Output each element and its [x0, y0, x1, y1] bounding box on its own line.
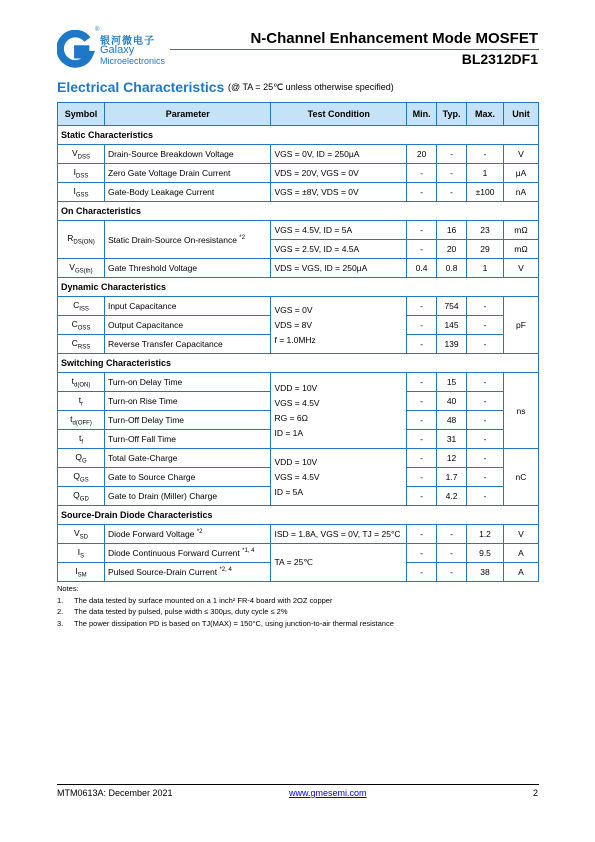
symbol-cell: $I_{DSS}$	[58, 164, 105, 183]
note-item: 3. The power dissipation PD is based on TJ(MAX) = 150°C, using junction-to-air thermal resistance	[57, 618, 394, 628]
website-link[interactable]: www.gmesemi.com	[289, 788, 367, 798]
max-cell: 1	[467, 259, 504, 278]
table-row	[58, 145, 539, 164]
max-cell: -	[467, 335, 504, 354]
symbol-cell: $V_{GS(th)}$	[58, 259, 105, 278]
part-number: BL2312DF1	[461, 51, 538, 67]
parameter-cell: Drain-Source Breakdown Voltage	[104, 145, 271, 164]
table-row	[58, 221, 539, 240]
parameter-cell: Reverse Transfer Capacitance	[104, 335, 271, 354]
parameter-cell: Diode Continuous Forward Current $^{*1, 4}$	[104, 544, 271, 563]
unit-cell: mΩ	[503, 240, 538, 259]
min-cell: -	[407, 297, 437, 316]
min-cell: -	[407, 183, 437, 202]
typ-cell: 145	[437, 316, 467, 335]
note-item: 1. The data tested by surface mounted on a 1 inch² FR-4 board with 2OZ copper	[57, 595, 333, 605]
min-cell: -	[407, 373, 437, 392]
document-code: MTM0613A: December 2021	[57, 788, 173, 798]
parameter-cell: Turn-on Delay Time	[104, 373, 271, 392]
unit-cell: V	[503, 259, 538, 278]
unit-cell: μA	[503, 164, 538, 183]
typ-cell: 139	[437, 335, 467, 354]
typ-cell: -	[437, 525, 467, 544]
min-cell: -	[407, 468, 437, 487]
notes-block	[57, 583, 394, 629]
unit-cell: nC	[503, 449, 538, 506]
table-row	[58, 525, 539, 544]
min-cell: -	[407, 164, 437, 183]
table-row	[58, 373, 539, 392]
parameter-cell: Pulsed Source-Drain Current $^{*2, 4}$	[104, 563, 271, 582]
max-cell: -	[467, 430, 504, 449]
max-cell: 1	[467, 164, 504, 183]
min-cell: -	[407, 316, 437, 335]
condition-cell: VDD = 10V VGS = 4.5V RG = 6Ω ID = 1A	[271, 373, 407, 449]
max-cell: 29	[467, 240, 504, 259]
condition-cell: VDS = 20V, VGS = 0V	[271, 164, 407, 183]
max-cell: -	[467, 468, 504, 487]
header-min: Min.	[407, 103, 437, 126]
symbol-cell: $Q_{GD}$	[58, 487, 105, 506]
notes-title: Notes:	[57, 584, 79, 593]
table-row	[58, 183, 539, 202]
typ-cell: 4.2	[437, 487, 467, 506]
document-title: N-Channel Enhancement Mode MOSFET	[250, 30, 538, 47]
max-cell: 1.2	[467, 525, 504, 544]
max-cell: -	[467, 411, 504, 430]
logo-brand-name: Galaxy	[100, 44, 135, 56]
logo-brand-subtitle: Microelectronics	[100, 56, 166, 66]
max-cell: -	[467, 316, 504, 335]
symbol-cell: $t_f$	[58, 430, 105, 449]
section-title: Electrical Characteristics	[57, 79, 225, 95]
max-cell: -	[467, 145, 504, 164]
electrical-characteristics-table	[57, 102, 539, 582]
symbol-cell: $V_{DSS}$	[58, 145, 105, 164]
group-switching: Switching Characteristics	[58, 354, 539, 373]
min-cell: -	[407, 240, 437, 259]
max-cell: ±100	[467, 183, 504, 202]
max-cell: -	[467, 392, 504, 411]
logo-chinese-name: 银河微电子	[100, 36, 155, 47]
max-cell: -	[467, 449, 504, 468]
note-item: 2. The data tested by pulsed, pulse width ≤ 300μs, duty cycle ≤ 2%	[57, 607, 288, 616]
header-test-condition: Test Condition	[271, 103, 407, 126]
group-dynamic: Dynamic Characteristics	[58, 278, 539, 297]
typ-cell: 754	[437, 297, 467, 316]
header-unit: Unit	[503, 103, 538, 126]
condition-cell: VGS = 2.5V, ID = 4.5A	[271, 240, 407, 259]
footer-divider	[57, 784, 539, 785]
max-cell: -	[467, 373, 504, 392]
parameter-cell: Gate to Drain (Miller) Charge	[104, 487, 271, 506]
condition-cell: VGS = 0V VDS = 8V f = 1.0MHz	[271, 297, 407, 354]
min-cell: 0.4	[407, 259, 437, 278]
parameter-cell: Input Capacitance	[104, 297, 271, 316]
min-cell: -	[407, 392, 437, 411]
parameter-cell: Gate-Body Leakage Current	[104, 183, 271, 202]
parameter-cell: Turn-Off Delay Time	[104, 411, 271, 430]
min-cell: -	[407, 221, 437, 240]
symbol-cell: $t_r$	[58, 392, 105, 411]
max-cell: -	[467, 297, 504, 316]
typ-cell: 48	[437, 411, 467, 430]
symbol-cell: $V_{SD}$	[58, 525, 105, 544]
unit-cell: A	[503, 563, 538, 582]
max-cell: 38	[467, 563, 504, 582]
condition-cell: VGS = 0V, ID = 250μA	[271, 145, 407, 164]
table-row	[58, 544, 539, 563]
header-max: Max.	[467, 103, 504, 126]
parameter-cell: Output Capacitance	[104, 316, 271, 335]
symbol-cell: $Q_{GS}$	[58, 468, 105, 487]
typ-cell: 12	[437, 449, 467, 468]
table-row	[58, 164, 539, 183]
parameter-cell: Diode Forward Voltage $^{*2}$	[104, 525, 271, 544]
header-parameter: Parameter	[104, 103, 271, 126]
header-typ: Typ.	[437, 103, 467, 126]
typ-cell: 15	[437, 373, 467, 392]
condition-cell: TA = 25℃	[271, 544, 407, 582]
max-cell: 23	[467, 221, 504, 240]
parameter-cell: Total Gate-Charge	[104, 449, 271, 468]
unit-cell: V	[503, 525, 538, 544]
typ-cell: -	[437, 145, 467, 164]
symbol-cell: $Q_G$	[58, 449, 105, 468]
group-static: Static Characteristics	[58, 126, 539, 145]
min-cell: -	[407, 430, 437, 449]
typ-cell: 40	[437, 392, 467, 411]
header-divider	[170, 49, 539, 50]
page-number: 2	[532, 788, 538, 798]
symbol-cell: $C_{RSS}$	[58, 335, 105, 354]
condition-cell: VDS = VGS, ID = 250μA	[271, 259, 407, 278]
symbol-cell: $C_{OSS}$	[58, 316, 105, 335]
unit-cell: nA	[503, 183, 538, 202]
table-row	[58, 449, 539, 468]
table-row	[58, 259, 539, 278]
min-cell: -	[407, 487, 437, 506]
symbol-cell: $I_{GSS}$	[58, 183, 105, 202]
typ-cell: 16	[437, 221, 467, 240]
header-symbol: Symbol	[58, 103, 105, 126]
parameter-cell: Gate to Source Charge	[104, 468, 271, 487]
max-cell: 9.5	[467, 544, 504, 563]
typ-cell: -	[437, 544, 467, 563]
table-row	[58, 297, 539, 316]
galaxy-logo-icon	[57, 30, 95, 68]
symbol-cell: $I_{SM}$	[58, 563, 105, 582]
group-diode: Source-Drain Diode Characteristics	[58, 506, 539, 525]
parameter-cell: Static Drain-Source On-resistance $^{*2}$	[104, 221, 271, 259]
typ-cell: 1.7	[437, 468, 467, 487]
min-cell: 20	[407, 145, 437, 164]
min-cell: -	[407, 449, 437, 468]
typ-cell: 0.8	[437, 259, 467, 278]
typ-cell: 31	[437, 430, 467, 449]
section-condition: (@ TA = 25℃ unless otherwise specified)	[228, 82, 394, 92]
condition-cell: VGS = 4.5V, ID = 5A	[271, 221, 407, 240]
parameter-cell: Turn-on Rise Time	[104, 392, 271, 411]
typ-cell: -	[437, 183, 467, 202]
condition-cell: VDD = 10V VGS = 4.5V ID = 5A	[271, 449, 407, 506]
symbol-cell: $I_S$	[58, 544, 105, 563]
min-cell: -	[407, 411, 437, 430]
unit-cell: V	[503, 145, 538, 164]
symbol-cell: $R_{DS(ON)}$	[58, 221, 105, 259]
typ-cell: -	[437, 563, 467, 582]
registered-mark: ®	[95, 27, 100, 33]
min-cell: -	[407, 335, 437, 354]
unit-cell: mΩ	[503, 221, 538, 240]
unit-cell: A	[503, 544, 538, 563]
symbol-cell: $t_{d(ON)}$	[58, 373, 105, 392]
parameter-cell: Gate Threshold Voltage	[104, 259, 271, 278]
parameter-cell: Zero Gate Voltage Drain Current	[104, 164, 271, 183]
typ-cell: 20	[437, 240, 467, 259]
min-cell: -	[407, 563, 437, 582]
condition-cell: ISD = 1.8A, VGS = 0V, TJ = 25°C	[271, 525, 407, 544]
max-cell: -	[467, 487, 504, 506]
parameter-cell: Turn-Off Fall Time	[104, 430, 271, 449]
symbol-cell: $C_{ISS}$	[58, 297, 105, 316]
min-cell: -	[407, 525, 437, 544]
typ-cell: -	[437, 164, 467, 183]
table-header-row	[58, 103, 539, 126]
unit-cell: pF	[503, 297, 538, 354]
symbol-cell: $t_{d(OFF)}$	[58, 411, 105, 430]
unit-cell: ns	[503, 373, 538, 449]
group-on: On Characteristics	[58, 202, 539, 221]
condition-cell: VGS = ±8V, VDS = 0V	[271, 183, 407, 202]
min-cell: -	[407, 544, 437, 563]
